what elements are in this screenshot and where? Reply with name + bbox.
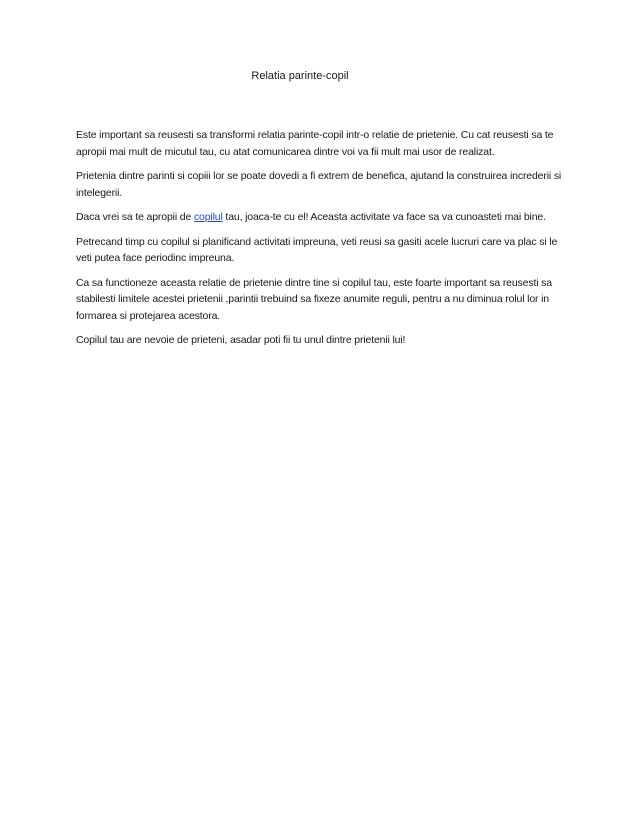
paragraph-1: Este important sa reusesti sa transformi relatia parinte-copil intr-o relatie de prietenie. Cu cat reusesti sa te apropii mai mult de micutul tau, cu atat comunicarea dintre voi va fii mult mai usor de realizat. (76, 129, 554, 158)
document-body (76, 127, 566, 357)
paragraph-3 (76, 209, 566, 226)
paragraph-5: Ca sa functioneze aceasta relatie de prietenie dintre tine si copilul tau, este foarte important sa reusesti sa stabilesti limitele acestei prietenii ,parintii trebuind sa fixeze anumite reguli, pentru a nu diminua rolul lor in formarea si protejarea acestora. (76, 276, 552, 322)
copilul-link[interactable]: copilul (193, 211, 223, 223)
document-title: Relatia parinte-copil (251, 70, 349, 82)
paragraph-3-after-link: tau, joaca-te cu el! Aceasta activitate va face sa va cunoasteti mai bine. (222, 211, 546, 223)
paragraph-4: Petrecand timp cu copilul si planificand activitati impreuna, veti reusi sa gasiti acele lucruri care va plac si le veti putea face periodinc impreuna. (76, 235, 558, 264)
paragraph-2: Prietenia dintre parinti si copiii lor se poate dovedi a fi extrem de benefica, ajutand la construirea increderii si intelegerii. (76, 170, 562, 199)
paragraph-6: Copilul tau are nevoie de prieteni, asadar poti fii tu unul dintre prietenii lui! (76, 334, 406, 346)
paragraph-3-before-link: Daca vrei sa te apropii de (76, 211, 194, 223)
